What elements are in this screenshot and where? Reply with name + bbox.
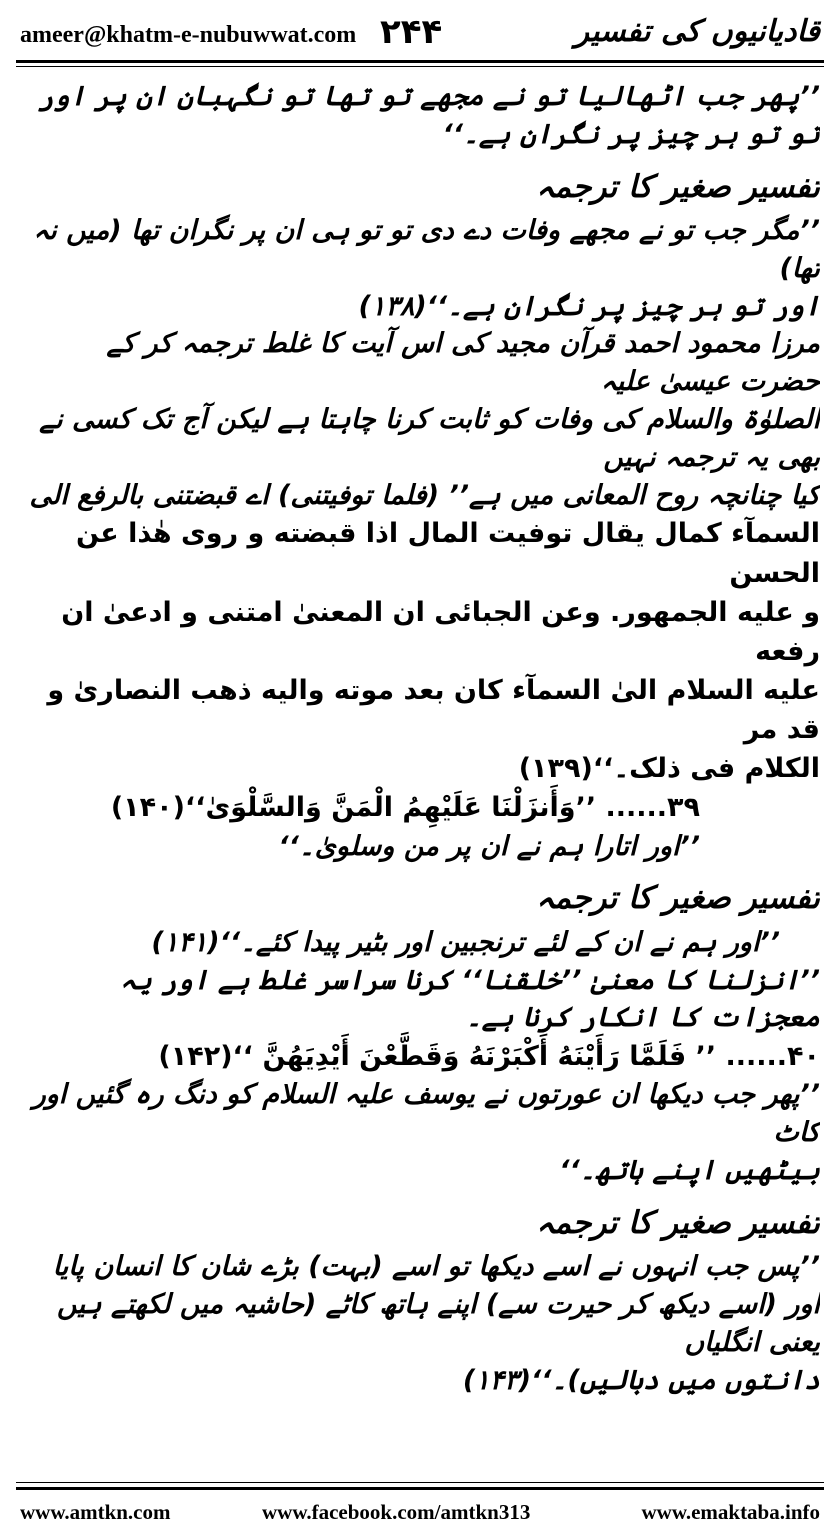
text-line: مرزا محمود احمد قرآن مجید کی اس آیت کا غلط ترجمہ کر کے حضرت عیسیٰ علیہ [106,328,820,398]
text-line: ’’اور ہم نے ان کے لئے ترنجبین اور بٹیر پیدا کئے۔‘‘(۱۴۱) [151,926,780,958]
text-line: اور تو ہر چیز پر نگران ہے۔‘‘(۱۳۸) [358,290,820,322]
footer-facebook-link: www.facebook.com/amtkn313 [262,1500,531,1524]
text-line: ۳۹...... ’’وَأَنزَلْنَا عَلَيْهِمُ الْمَنَّ وَالسَّلْوَىٰ‘‘(۱۴۰) [110,792,700,824]
text-line: کیا چنانچہ روح المعانی میں ہے’’ (فلما توفیتنی) اے قبضتنی بالرفع الی [29,479,820,511]
text-line: ’’اور اتارا ہم نے ان پر من وسلویٰ۔‘‘ [278,830,700,862]
text-line: علیه السلام الیٰ السمآء کان بعد موته والیه ذهب النصاریٰ و قد مر [47,675,820,746]
footer-rule-thick [16,1487,824,1490]
text-line: بیٹھیں اپنے ہاتھ۔‘‘ [559,1155,820,1187]
text-line: الکلام فی ذلک۔‘‘(۱۳۹) [518,753,820,785]
footer-website-amtkn: www.amtkn.com [20,1500,171,1524]
section-heading: تفسیر صغیر کا ترجمہ [536,1204,820,1241]
text-line: ’’انزلنا کا معنیٰ ’’خلقنا‘‘ کرنا سراسر غلط ہے اور یہ معجزات کا انکار کرنا ہے۔ [120,964,820,1034]
footer-rule-thin [16,1482,824,1483]
page-number: ۲۴۴ [380,12,443,52]
text-line: ’’پھر جب اٹھالیا تو نے مجھے تو تھا تو نگہبان ان پر اور تو تو ہر چیز پر نگران ہے۔‘‘ [38,81,820,150]
text-line: ’’مگر جب تو نے مجھے وفات دے دی تو تو ہی ان پر نگران تھا (میں نہ تھا) [33,215,820,284]
text-line: ’’پس جب انہوں نے اسے دیکھا تو اسے (بہت) بڑے شان کا انسان پایا [52,1251,820,1283]
text-line: اور (اسے دیکھ کر حیرت سے) اپنے ہاتھ کاٹے (حاشیہ میں لکھتے ہیں یعنی انگلیاں [57,1289,820,1358]
text-line: الصلوٰۃ والسلام کی وفات کو ثابت کرنا چاہتا ہے لیکن آج تک کسی نے بھی یہ ترجمہ نہیں [39,404,820,473]
footer-website-emaktaba: www.emaktaba.info [641,1500,820,1524]
header-rule-thin [16,66,824,67]
text-line: السمآء کمال یقال توفیت المال اذا قبضته و روی هٰذا عن الحسن [75,518,820,589]
section-heading: تفسیر صغیر کا ترجمہ [536,168,820,205]
section-heading: تفسیر صغیر کا ترجمہ [536,880,820,917]
text-line: و علیه الجمهور. وعن الجبائی ان المعنیٰ امتنی و ادعیٰ ان رفعه [61,596,820,667]
text-line: دانتوں میں دبالیں)۔‘‘(۱۴۳) [462,1364,820,1396]
header-email: ameer@khatm-e-nubuwwat.com [20,22,357,48]
header-rule-thick [16,60,824,63]
text-line: ’’پھر جب دیکھا ان عورتوں نے یوسف علیہ السلام کو دنگ رہ گئیں اور کاٹ [32,1079,820,1149]
page-footer [20,1500,820,1530]
page-header [20,12,820,60]
text-line: ۴۰...... ’’ فَلَمَّا رَأَيْنَهُ أَكْبَرْنَهُ وَقَطَّعْنَ أَيْدِيَهُنَّ ‘‘(۱۴۲) [158,1041,820,1073]
book-title: قادیانیوں کی تفسیر [574,14,820,49]
page-body [20,78,820,1468]
